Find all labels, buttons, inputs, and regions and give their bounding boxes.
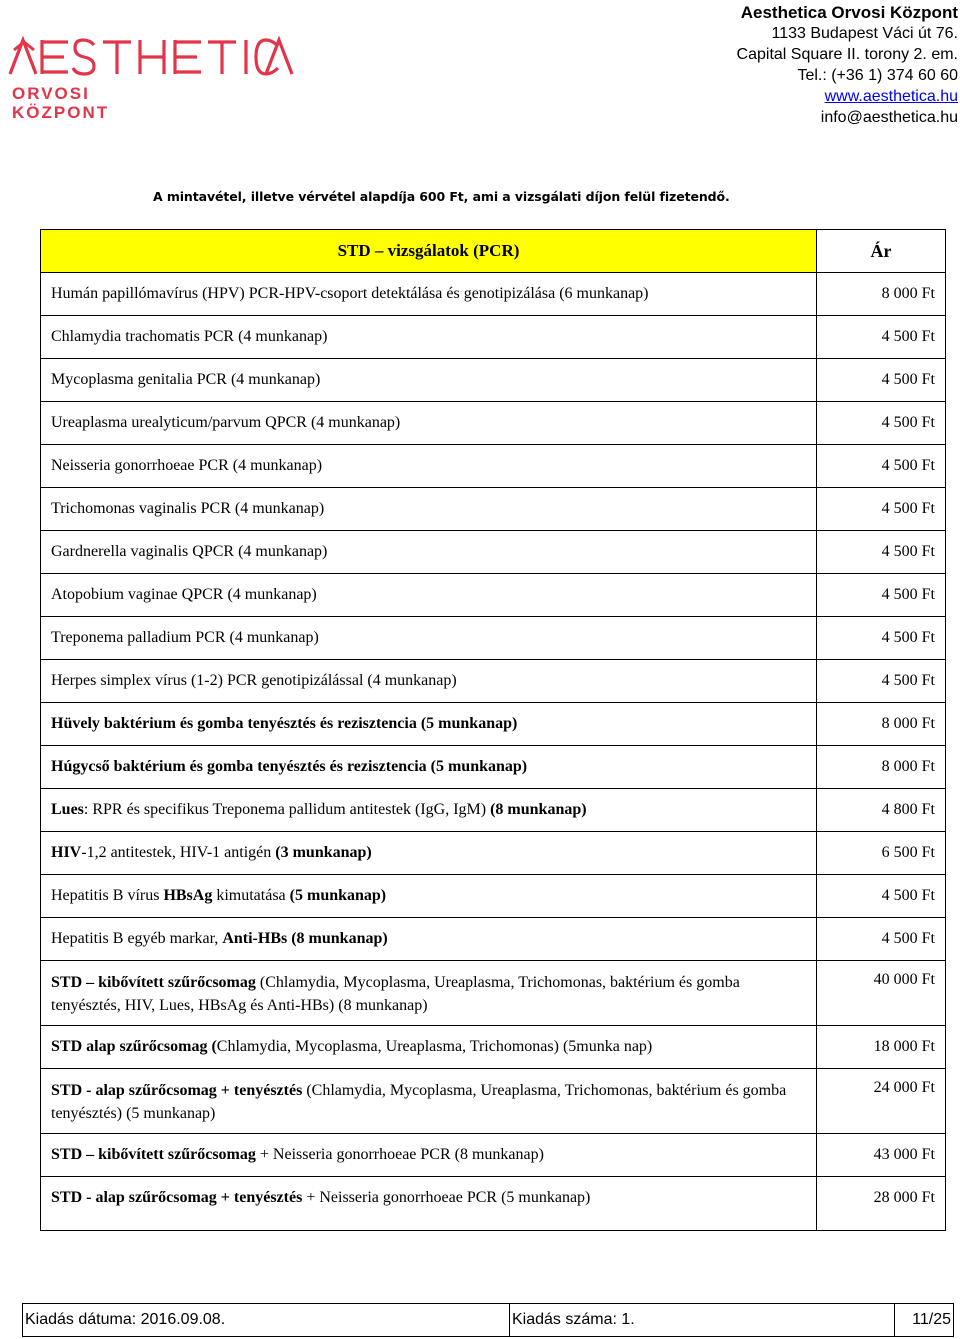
- table-row: [41, 1069, 946, 1134]
- test-price: 6 500 Ft: [817, 832, 946, 875]
- table-header-row: [41, 230, 946, 273]
- table-row: [41, 875, 946, 918]
- table-row: [41, 660, 946, 703]
- test-duration: (3 munkanap): [275, 844, 372, 861]
- package-name-bold: STD – kibővített szűrőcsomag: [51, 1146, 256, 1163]
- test-name-bold: Anti-HBs: [222, 930, 288, 947]
- test-name: [41, 918, 817, 961]
- price-column-header: Ár: [817, 230, 946, 273]
- package-name: [41, 1177, 817, 1231]
- package-contents: (Chlamydia, Mycoplasma, Ureaplasma, Trichomonas, baktérium és gomba tenyésztés, HIV, Lues, HBsAg és Anti-HBs) (8 munkanap): [51, 974, 740, 1014]
- package-name: [41, 1026, 817, 1069]
- package-name-bold: STD - alap szűrőcsomag + tenyésztés: [51, 1189, 303, 1206]
- test-price: 4 500 Ft: [817, 617, 946, 660]
- table-row: [41, 402, 946, 445]
- test-name: Ureaplasma urealyticum/parvum QPCR (4 munkanap): [41, 402, 817, 445]
- package-name-bold: STD – kibővített szűrőcsomag: [51, 974, 256, 991]
- test-price: 4 500 Ft: [817, 574, 946, 617]
- test-name: Neisseria gonorrhoeae PCR (4 munkanap): [41, 445, 817, 488]
- table-row: [41, 1177, 946, 1231]
- test-name: Mycoplasma genitalia PCR (4 munkanap): [41, 359, 817, 402]
- package-name-bold: STD alap szűrőcsomag (: [51, 1038, 217, 1055]
- table-row: [41, 273, 946, 316]
- test-duration: (5 munkanap): [289, 887, 387, 904]
- package-price: 28 000 Ft: [817, 1177, 946, 1231]
- website-link[interactable]: www.aesthetica.hu: [824, 88, 958, 105]
- package-price: 24 000 Ft: [817, 1069, 946, 1134]
- phone-number: Tel.: (+36 1) 374 60 60: [797, 67, 958, 84]
- table-row: [41, 832, 946, 875]
- test-name-text: kimutatása: [212, 887, 290, 904]
- test-price: 4 500 Ft: [817, 445, 946, 488]
- table-row: [41, 746, 946, 789]
- table-row: [41, 617, 946, 660]
- email-address: info@aesthetica.hu: [820, 109, 958, 126]
- test-name-bold: HBsAg: [163, 887, 213, 904]
- package-contents: (Chlamydia, Mycoplasma, Ureaplasma, Trichomonas, baktérium és gomba tenyésztés) (5 munkanap): [51, 1082, 787, 1122]
- test-name: Hüvely baktérium és gomba tenyésztés és rezisztencia (5 munkanap): [41, 703, 817, 746]
- test-name: [41, 789, 817, 832]
- sampling-fee-notice: A mintavétel, illetve vérvétel alapdíja 600 Ft, ami a vizsgálati díjon felül fizetendő.: [153, 189, 730, 204]
- test-duration: (8 munkanap): [291, 930, 388, 947]
- table-title: STD – vizsgálatok (PCR): [41, 230, 817, 273]
- test-price: 4 500 Ft: [817, 359, 946, 402]
- test-name-prefix: Hepatitis B vírus: [51, 887, 164, 904]
- document-footer: [22, 1303, 954, 1337]
- address-street: 1133 Budapest Váci út 76.: [771, 25, 958, 42]
- table-row: [41, 445, 946, 488]
- table-row: [41, 1134, 946, 1177]
- package-contents: + Neisseria gonorrhoeae PCR (8 munkanap): [255, 1146, 544, 1163]
- table-row: [41, 316, 946, 359]
- table-row: [41, 961, 946, 1026]
- test-price: 8 000 Ft: [817, 273, 946, 316]
- table-row: [41, 488, 946, 531]
- logo-line2: KÖZPONT: [12, 103, 110, 122]
- test-name: Treponema palladium PCR (4 munkanap): [41, 617, 817, 660]
- test-name: Gardnerella vaginalis QPCR (4 munkanap): [41, 531, 817, 574]
- issue-date: Kiadás dátuma: 2016.09.08.: [23, 1304, 510, 1337]
- test-name: Trichomonas vaginalis PCR (4 munkanap): [41, 488, 817, 531]
- test-name-prefix: Hepatitis B egyéb markar,: [51, 930, 223, 947]
- test-price: 4 500 Ft: [817, 531, 946, 574]
- package-name: [41, 1134, 817, 1177]
- std-price-table: [40, 229, 946, 1231]
- aesthetica-logo: [6, 4, 296, 122]
- test-price: 8 000 Ft: [817, 746, 946, 789]
- test-name-text: : RPR és specifikus Treponema pallidum antitestek (IgG, IgM): [83, 801, 491, 818]
- test-price: 4 500 Ft: [817, 402, 946, 445]
- logo-line1: ORVOSI: [12, 84, 90, 103]
- test-price: 4 500 Ft: [817, 488, 946, 531]
- test-price: 8 000 Ft: [817, 703, 946, 746]
- test-duration: (8 munkanap): [490, 801, 587, 818]
- test-price: 4 500 Ft: [817, 660, 946, 703]
- test-name: [41, 875, 817, 918]
- test-name: Húgycső baktérium és gomba tenyésztés és rezisztencia (5 munkanap): [41, 746, 817, 789]
- test-name: Herpes simplex vírus (1-2) PCR genotipizálással (4 munkanap): [41, 660, 817, 703]
- table-row: [41, 1026, 946, 1069]
- package-name: [41, 1069, 817, 1134]
- package-contents: Chlamydia, Mycoplasma, Ureaplasma, Trichomonas) (5munka nap): [216, 1038, 653, 1055]
- test-price: 4 800 Ft: [817, 789, 946, 832]
- table-row: [41, 703, 946, 746]
- test-price: 4 500 Ft: [817, 918, 946, 961]
- test-price: 4 500 Ft: [817, 875, 946, 918]
- table-row: [41, 789, 946, 832]
- package-name: [41, 961, 817, 1026]
- page-number: 11/25: [895, 1304, 954, 1337]
- package-contents: + Neisseria gonorrhoeae PCR (5 munkanap): [302, 1189, 591, 1206]
- package-price: 40 000 Ft: [817, 961, 946, 1026]
- test-name: [41, 832, 817, 875]
- company-name: Aesthetica Orvosi Központ: [740, 3, 958, 22]
- test-name: Atopobium vaginae QPCR (4 munkanap): [41, 574, 817, 617]
- test-name-bold: HIV: [51, 844, 82, 861]
- table-row: [41, 359, 946, 402]
- test-name: Chlamydia trachomatis PCR (4 munkanap): [41, 316, 817, 359]
- test-name: Humán papillómavírus (HPV) PCR-HPV-csoport detektálása és genotipizálása (6 munkanap): [41, 273, 817, 316]
- test-name-bold: Lues: [51, 801, 84, 818]
- issue-number: Kiadás száma: 1.: [510, 1304, 895, 1337]
- test-price: 4 500 Ft: [817, 316, 946, 359]
- package-name-bold: STD - alap szűrőcsomag + tenyésztés: [51, 1082, 303, 1099]
- address-building: Capital Square II. torony 2. em.: [736, 46, 958, 63]
- package-price: 18 000 Ft: [817, 1026, 946, 1069]
- test-name-text: -1,2 antitestek, HIV-1 antigén: [81, 844, 276, 861]
- package-price: 43 000 Ft: [817, 1134, 946, 1177]
- table-row: [41, 531, 946, 574]
- table-row: [41, 918, 946, 961]
- company-address-block: [737, 2, 958, 128]
- table-row: [41, 574, 946, 617]
